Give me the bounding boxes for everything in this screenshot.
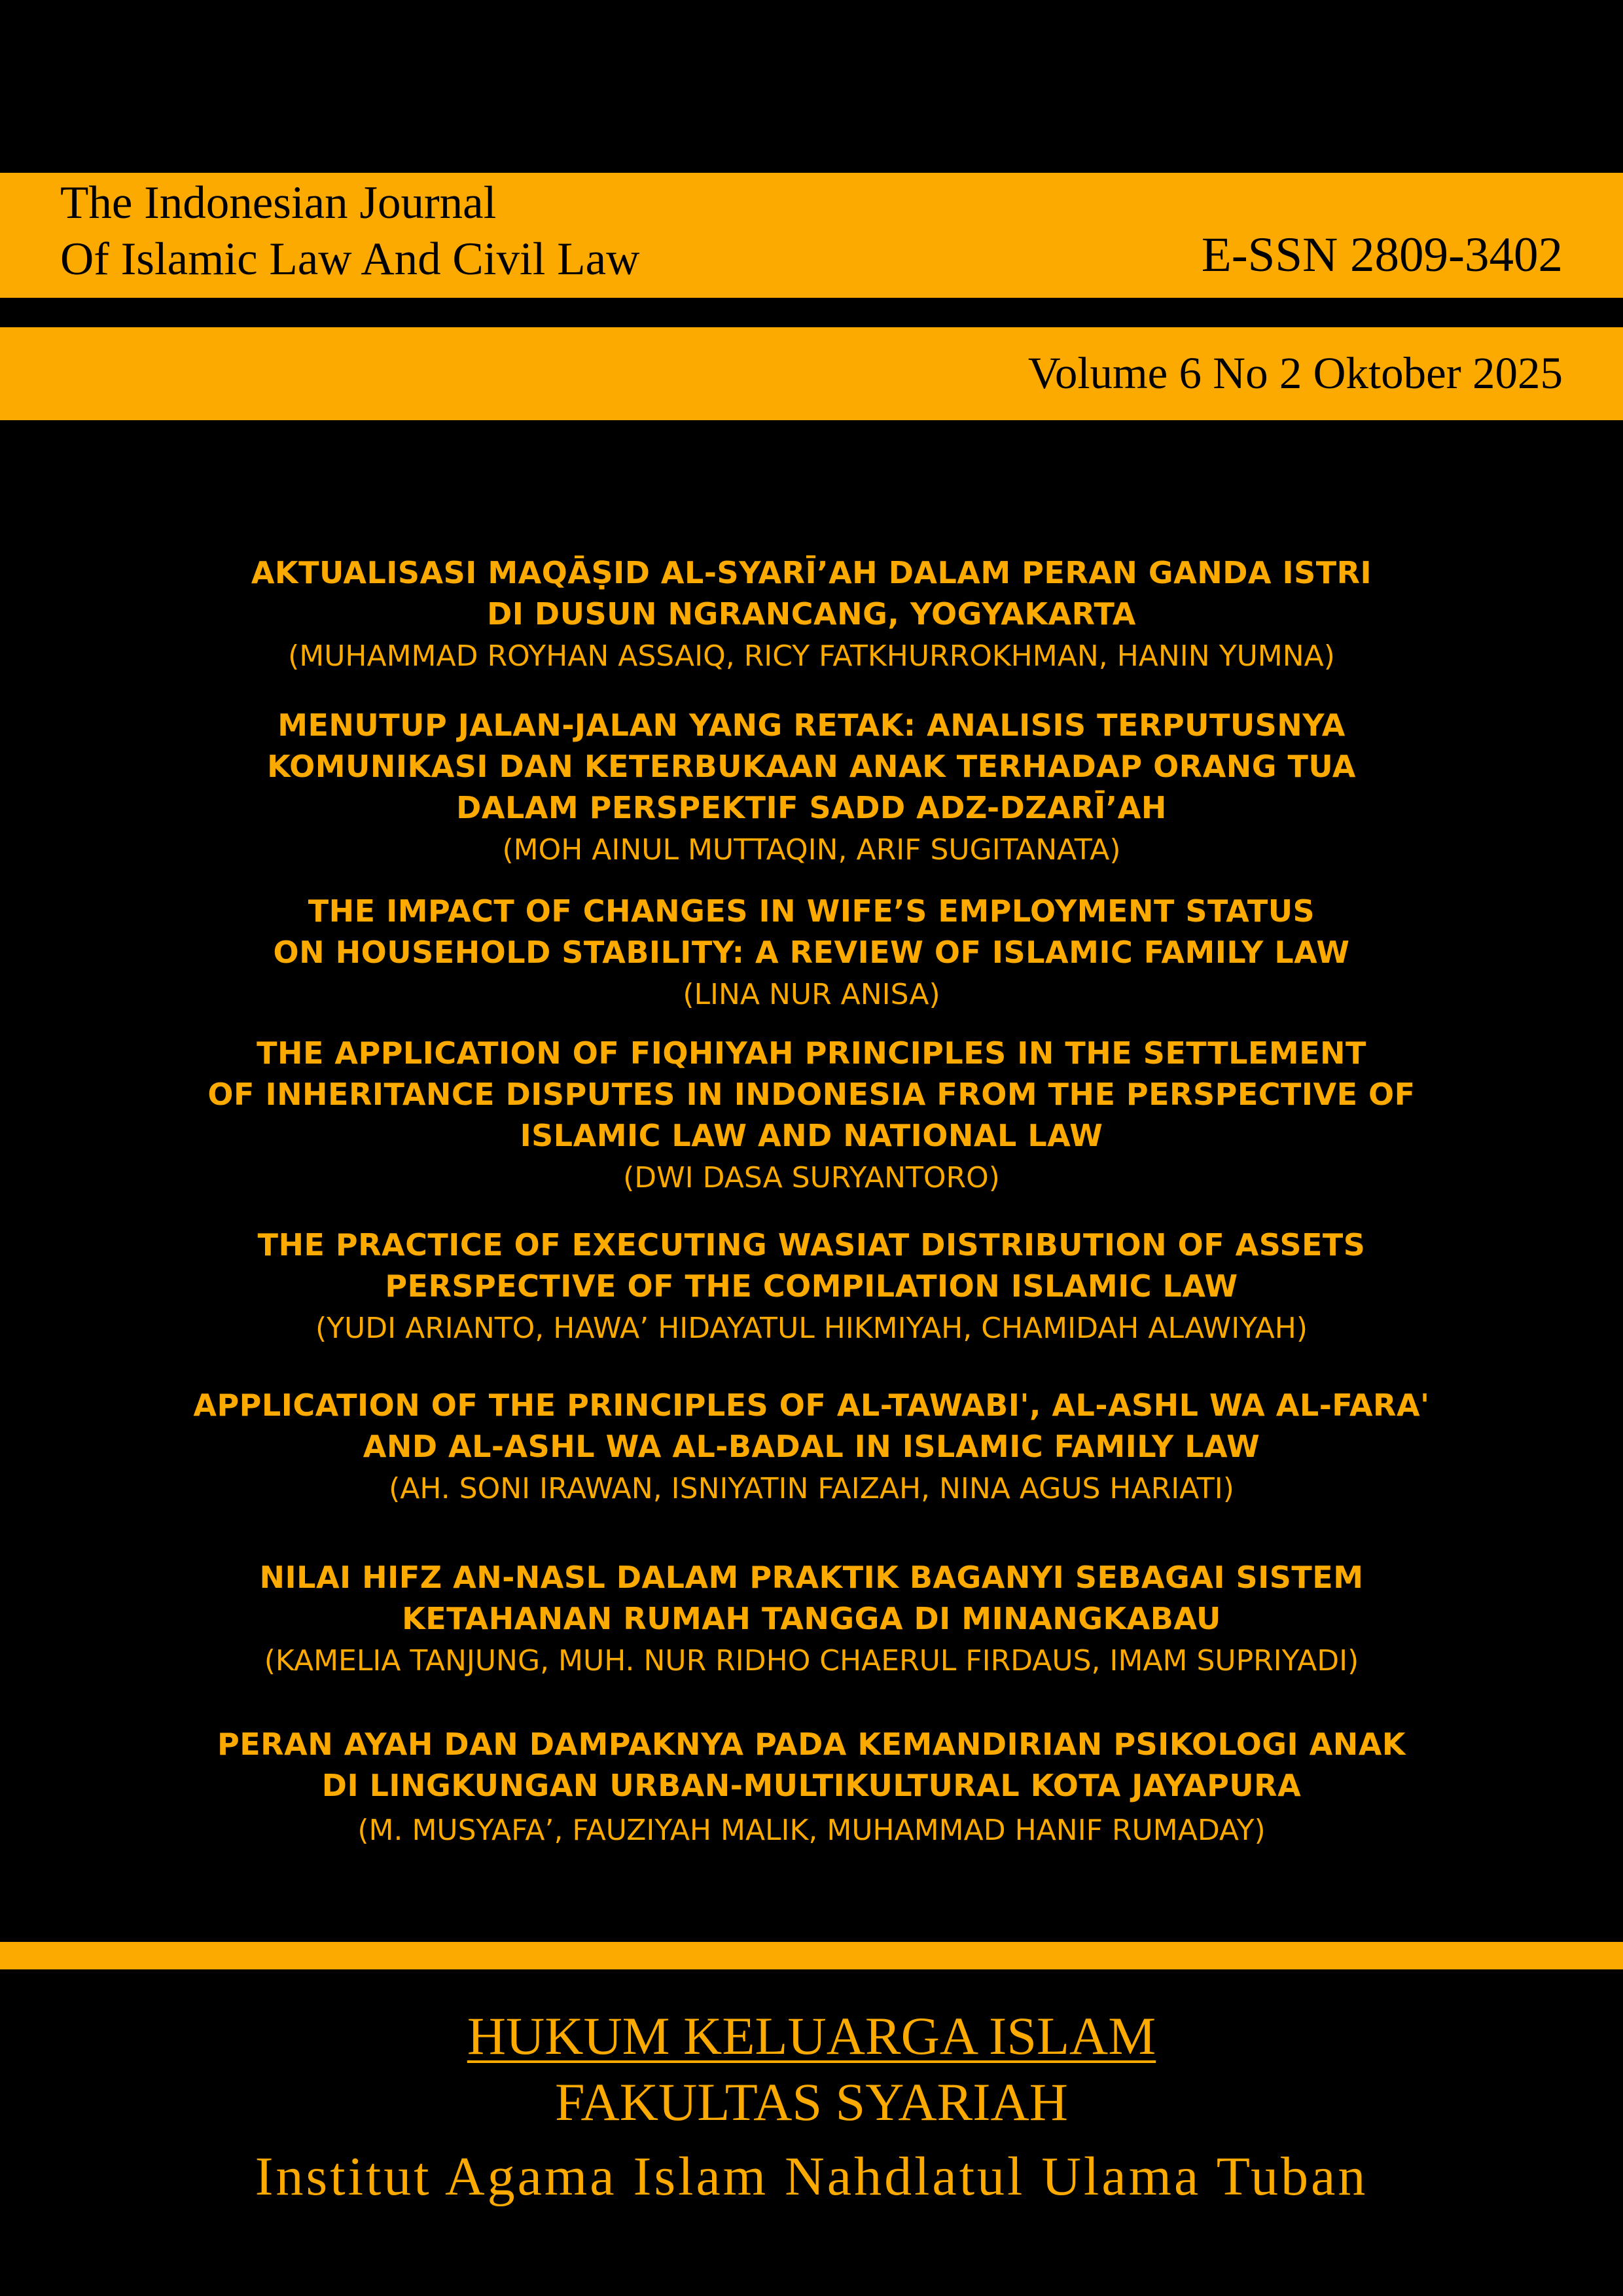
issn-number: E-SSN 2809-3402 <box>1201 228 1563 282</box>
article-entry <box>0 1557 1623 1683</box>
article-title-line: THE IMPACT OF CHANGES IN WIFE’S EMPLOYMENT STATUS <box>308 893 1315 929</box>
footer-department <box>0 2005 1623 2068</box>
article-entry <box>0 552 1623 678</box>
article-title <box>0 552 1623 635</box>
article-title <box>0 1385 1623 1467</box>
article-entry <box>0 1225 1623 1350</box>
article-title <box>0 705 1623 829</box>
article-title-line: DI DUSUN NGRANCANG, YOGYAKARTA <box>487 596 1136 632</box>
article-authors: (AH. SONI IRAWAN, ISNIYATIN FAIZAH, NINA AGUS HARIATI) <box>389 1472 1234 1505</box>
article-authors: (KAMELIA TANJUNG, MUH. NUR RIDHO CHAERUL FIRDAUS, IMAM SUPRIYADI) <box>264 1644 1359 1677</box>
article-title <box>0 1225 1623 1307</box>
article-title-line: THE APPLICATION OF FIQHIYAH PRINCIPLES IN THE SETTLEMENT <box>257 1035 1366 1071</box>
article-title <box>0 891 1623 973</box>
footer-institute: Institut Agama Islam Nahdlatul Ulama Tuban <box>255 2146 1368 2207</box>
article-entry <box>0 1724 1623 1852</box>
footer-band <box>0 1942 1623 1969</box>
article-authors: (YUDI ARIANTO, HAWA’ HIDAYATUL HIKMIYAH, CHAMIDAH ALAWIYAH) <box>315 1312 1308 1345</box>
article-title <box>0 1033 1623 1157</box>
department-name: HUKUM KELUARGA ISLAM <box>467 2006 1156 2066</box>
article-authors: (MOH AINUL MUTTAQIN, ARIF SUGITANATA) <box>502 833 1121 867</box>
article-entry <box>0 1385 1623 1511</box>
article-title-line: MENUTUP JALAN-JALAN YANG RETAK: ANALISIS TERPUTUSNYA <box>277 708 1346 743</box>
article-authors: (DWI DASA SURYANTORO) <box>623 1161 1000 1194</box>
article-title-line: KETAHANAN RUMAH TANGGA DI MINANGKABAU <box>402 1601 1221 1636</box>
article-title-line: AKTUALISASI MAQĀṢID AL-SYARĪ’AH DALAM PERAN GANDA ISTRI <box>251 555 1372 590</box>
article-title-line: ISLAMIC LAW AND NATIONAL LAW <box>520 1118 1103 1153</box>
journal-name-line-1: The Indonesian Journal <box>60 177 497 228</box>
article-title-line: PERSPECTIVE OF THE COMPILATION ISLAMIC LAW <box>385 1268 1238 1304</box>
footer-faculty: FAKULTAS SYARIAH <box>555 2072 1068 2132</box>
article-authors: (LINA NUR ANISA) <box>683 978 940 1011</box>
article-title <box>0 1724 1623 1806</box>
article-entry <box>0 891 1623 1016</box>
article-title <box>0 1557 1623 1640</box>
article-title-line: AND AL-ASHL WA AL-BADAL IN ISLAMIC FAMILY LAW <box>363 1429 1260 1464</box>
article-entry <box>0 705 1623 872</box>
article-title-line: OF INHERITANCE DISPUTES IN INDONESIA FROM THE PERSPECTIVE OF <box>207 1077 1416 1112</box>
article-title-line: NILAI HIFZ AN-NASL DALAM PRAKTIK BAGANYI SEBAGAI SISTEM <box>259 1560 1364 1595</box>
article-title-line: THE PRACTICE OF EXECUTING WASIAT DISTRIBUTION OF ASSETS <box>257 1227 1366 1263</box>
article-title-line: KOMUNIKASI DAN KETERBUKAAN ANAK TERHADAP ORANG TUA <box>267 749 1356 784</box>
article-authors: (MUHAMMAD ROYHAN ASSAIQ, RICY FATKHURROKHMAN, HANIN YUMNA) <box>288 639 1335 673</box>
article-title-line: ON HOUSEHOLD STABILITY: A REVIEW OF ISLAMIC FAMILY LAW <box>273 935 1350 970</box>
article-title-line: PERAN AYAH DAN DAMPAKNYA PADA KEMANDIRIAN PSIKOLOGI ANAK <box>217 1727 1406 1762</box>
journal-name-line-2: Of Islamic Law And Civil Law <box>60 234 640 285</box>
article-title-line: APPLICATION OF THE PRINCIPLES OF AL-TAWABI', AL-ASHL WA AL-FARA' <box>193 1388 1430 1423</box>
volume-issue: Volume 6 No 2 Oktober 2025 <box>1027 348 1563 398</box>
article-title-line: DALAM PERSPEKTIF SADD ADZ-DZARĪ’AH <box>456 790 1167 825</box>
article-title-line: DI LINGKUNGAN URBAN-MULTIKULTURAL KOTA JAYAPURA <box>321 1768 1302 1803</box>
article-entry <box>0 1033 1623 1200</box>
article-authors: (M. MUSYAFA’, FAUZIYAH MALIK, MUHAMMAD HANIF RUMADAY) <box>357 1814 1266 1847</box>
